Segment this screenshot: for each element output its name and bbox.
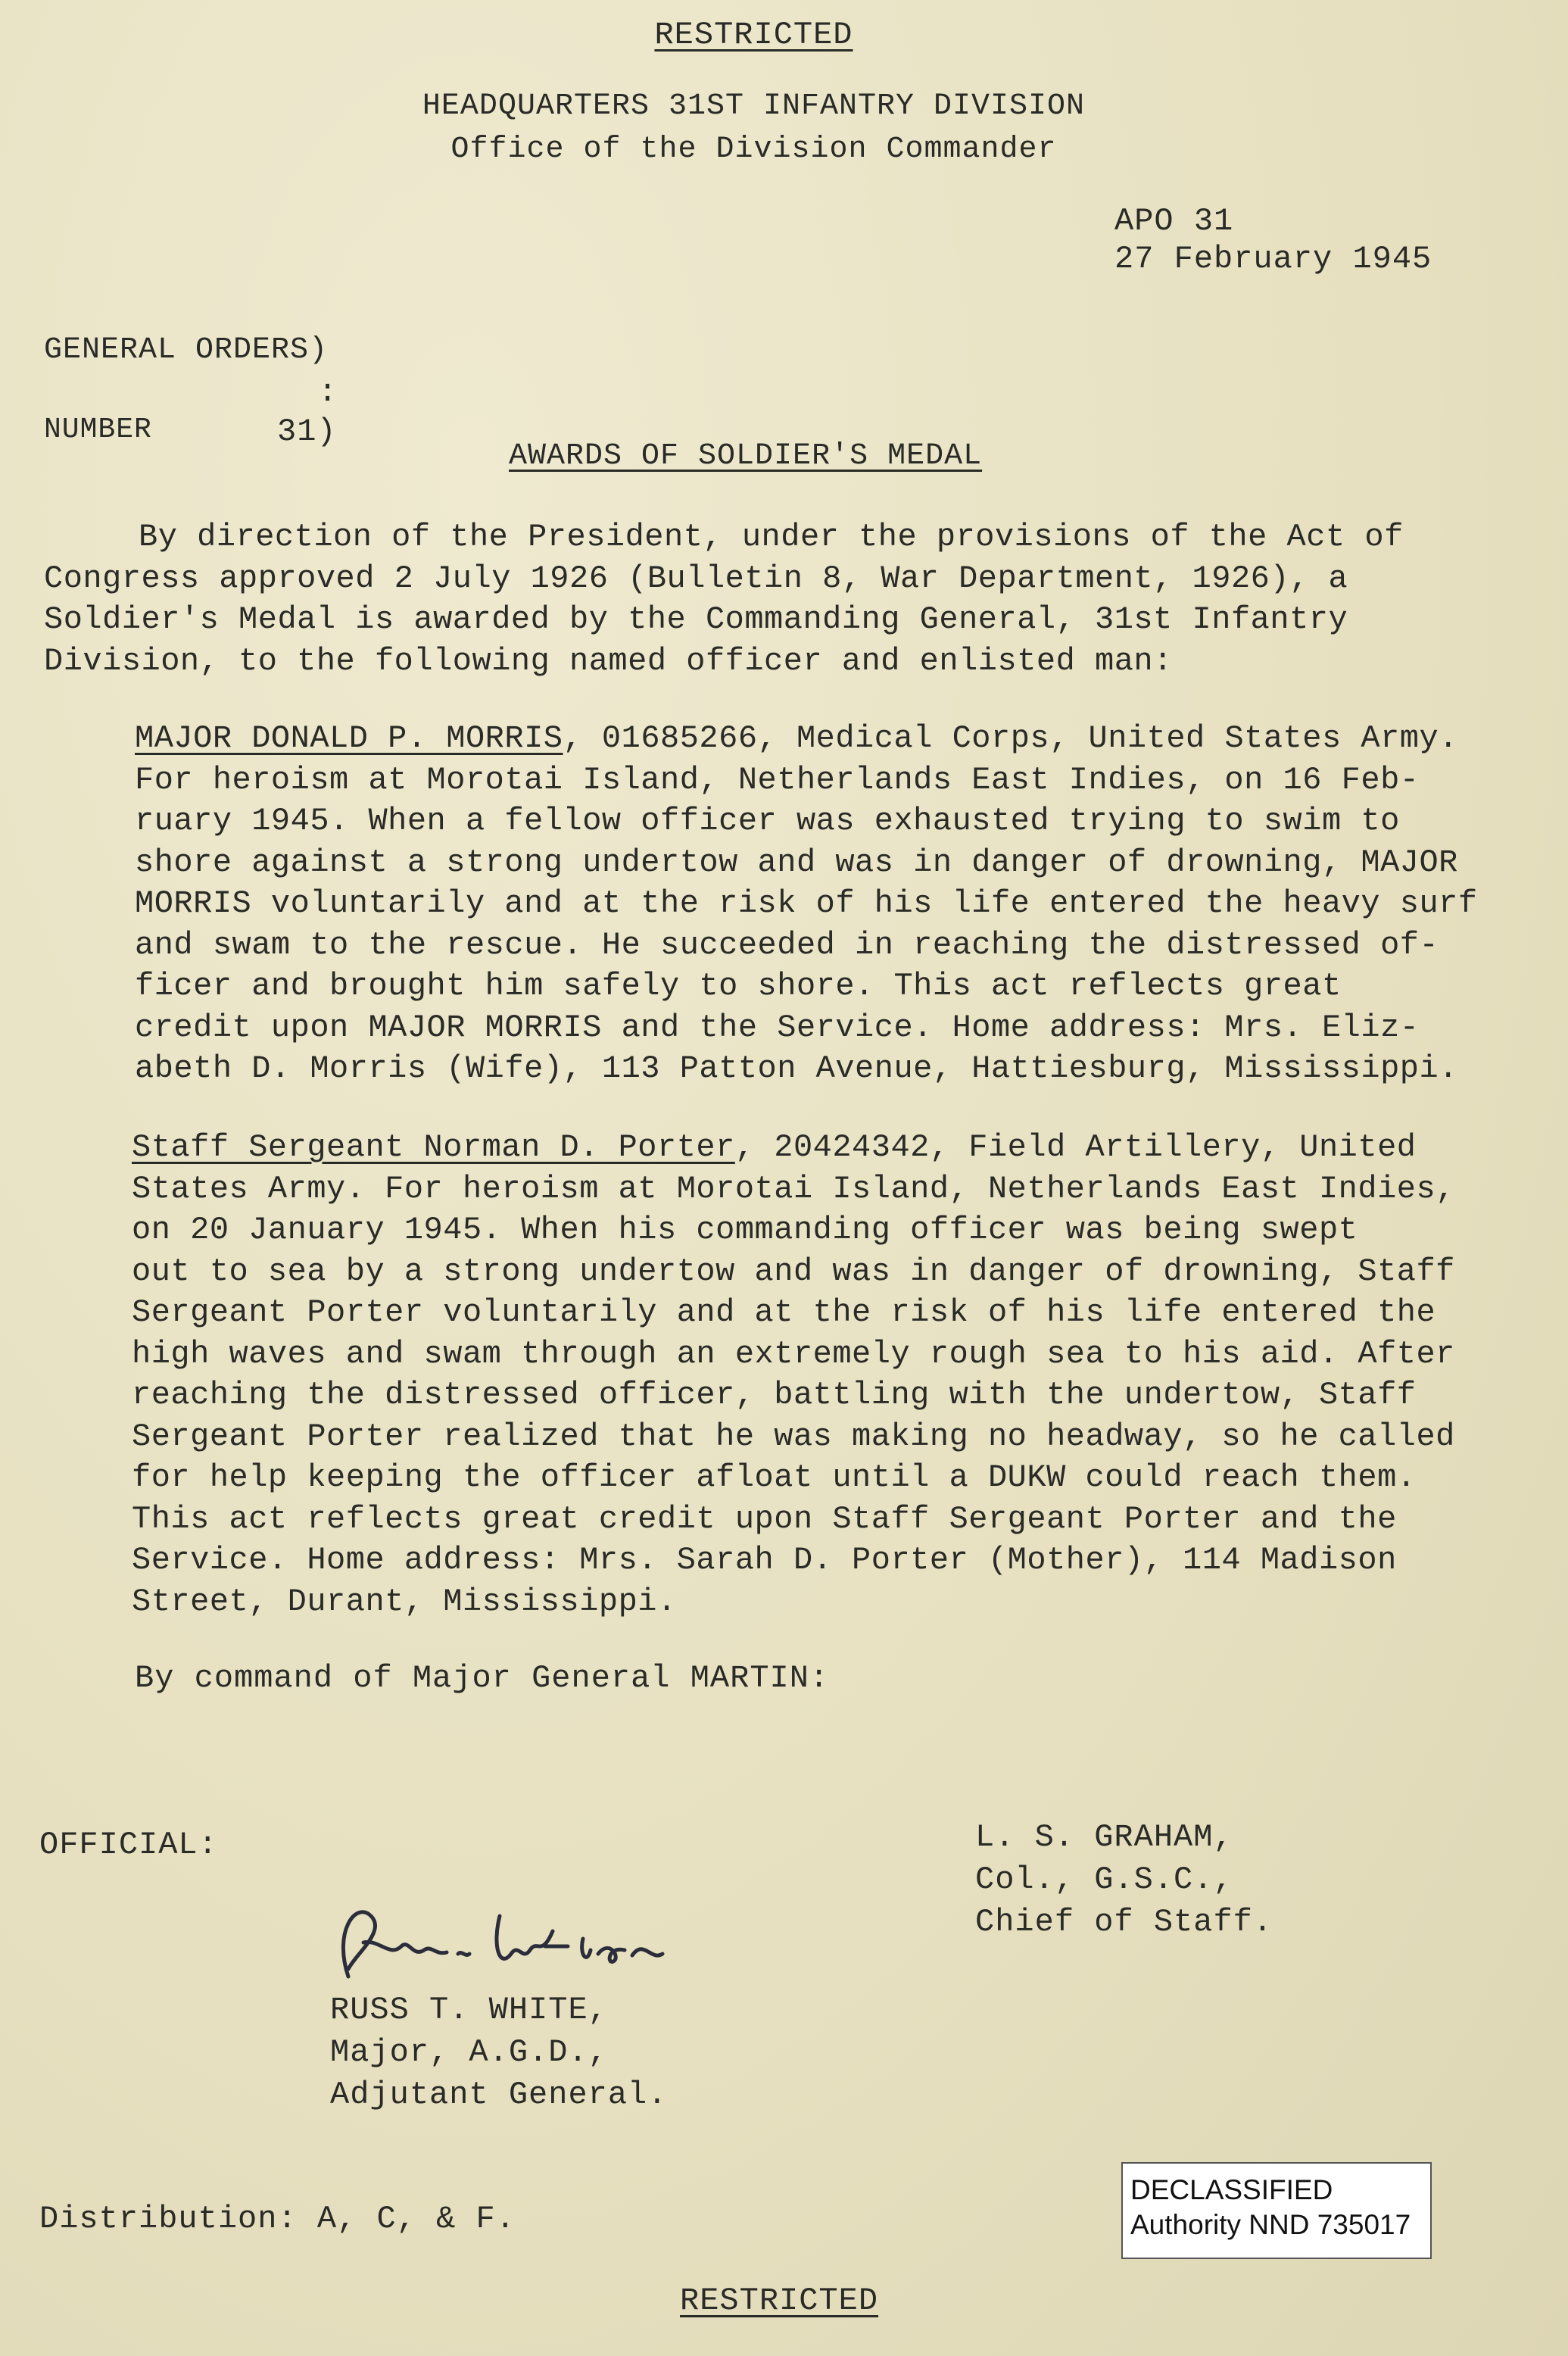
apo-number: APO 31	[1114, 203, 1234, 239]
award-line: on 20 January 1945. When his commanding officer was being swept	[132, 1212, 1358, 1248]
award-line: shore against a strong undertow and was in danger of drowning, MAJOR	[135, 844, 1458, 881]
award-first-line-rest: , 01685266, Medical Corps, United States Army.	[563, 720, 1458, 757]
classification-top: RESTRICTED	[654, 17, 853, 53]
award-line: abeth D. Morris (Wife), 113 Patton Avenue, Hattiesburg, Mississippi.	[135, 1050, 1458, 1087]
awardee-name: MAJOR DONALD P. MORRIS	[135, 720, 563, 757]
order-date: 27 February 1945	[1114, 241, 1432, 277]
award-first-line	[135, 718, 1478, 760]
award-first-line	[132, 1127, 1455, 1169]
award-line: high waves and swam through an extremely rough sea to his aid. After	[132, 1335, 1455, 1372]
award-line: Sergeant Porter voluntarily and at the risk of his life entered the	[132, 1294, 1436, 1331]
award-line: ruary 1945. When a fellow officer was exhausted trying to swim to	[135, 803, 1400, 839]
award-line: ficer and brought him safely to shore. This act reflects great	[135, 968, 1342, 1004]
chief-title: Chief of Staff.	[975, 1904, 1273, 1940]
award-line: For heroism at Morotai Island, Netherlands East Indies, on 16 Feb-	[135, 761, 1420, 798]
award-line: and swam to the rescue. He succeeded in reaching the distressed of-	[135, 926, 1439, 963]
award-line: This act reflects great credit upon Staff Sergeant Porter and the	[132, 1500, 1397, 1537]
official-name: RUSS T. WHITE,	[330, 1992, 608, 2028]
award-line: Sergeant Porter realized that he was making no headway, so he called	[132, 1418, 1455, 1455]
distribution-line: Distribution: A, C, & F.	[39, 2201, 516, 2237]
official-label: OFFICIAL:	[39, 1827, 218, 1863]
award-line: MORRIS voluntarily and at the risk of his life entered the heavy surf	[135, 885, 1478, 922]
intro-line: By direction of the President, under the provisions of the Act of	[139, 519, 1404, 555]
awardee-name: Staff Sergeant Norman D. Porter	[132, 1129, 735, 1166]
award-line: Service. Home address: Mrs. Sarah D. Porter (Mother), 114 Madison	[132, 1542, 1397, 1578]
declassified-stamp	[1121, 2162, 1432, 2259]
handwritten-signature	[326, 1886, 704, 1992]
order-title: AWARDS OF SOLDIER'S MEDAL	[509, 439, 983, 473]
header-line1: HEADQUARTERS 31ST INFANTRY DIVISION	[422, 89, 1086, 123]
award-line: out to sea by a strong undertow and was in danger of drowning, Staff	[132, 1253, 1455, 1290]
official-title: Adjutant General.	[330, 2077, 668, 2113]
award-line: for help keeping the officer afloat until a DUKW could reach them.	[132, 1459, 1417, 1496]
chief-rank: Col., G.S.C.,	[975, 1861, 1233, 1898]
intro-paragraph	[44, 516, 1404, 682]
intro-line: Soldier's Medal is awarded by the Commanding General, 31st Infantry	[44, 601, 1348, 638]
general-orders-label: GENERAL ORDERS)	[44, 333, 329, 367]
header-line2: Office of the Division Commander	[450, 133, 1057, 167]
chief-name: L. S. GRAHAM,	[975, 1819, 1233, 1855]
orders-number-label: NUMBER	[44, 413, 152, 446]
intro-line: Division, to the following named officer and enlisted man:	[44, 642, 1173, 679]
award-line: States Army. For heroism at Morotai Island, Netherlands East Indies,	[132, 1170, 1455, 1207]
official-rank: Major, A.G.D.,	[330, 2034, 608, 2070]
orders-colon: :	[318, 374, 338, 410]
award-line: credit upon MAJOR MORRIS and the Service. Home address: Mrs. Eliz-	[135, 1009, 1420, 1046]
stamp-line2: Authority NND 735017	[1130, 2209, 1411, 2240]
intro-line: Congress approved 2 July 1926 (Bulletin 8, War Department, 1926), a	[44, 560, 1348, 597]
award-morris	[135, 718, 1478, 1090]
classification-bottom: RESTRICTED	[680, 2283, 879, 2319]
award-line: reaching the distressed officer, battling with the undertow, Staff	[132, 1377, 1417, 1413]
award-porter	[132, 1127, 1455, 1622]
stamp-line1: DECLASSIFIED	[1130, 2174, 1333, 2205]
command-line: By command of Major General MARTIN:	[135, 1660, 830, 1696]
orders-number: 31)	[277, 413, 337, 450]
award-line: Street, Durant, Mississippi.	[132, 1583, 677, 1620]
award-first-line-rest: , 20424342, Field Artillery, United	[734, 1129, 1417, 1166]
